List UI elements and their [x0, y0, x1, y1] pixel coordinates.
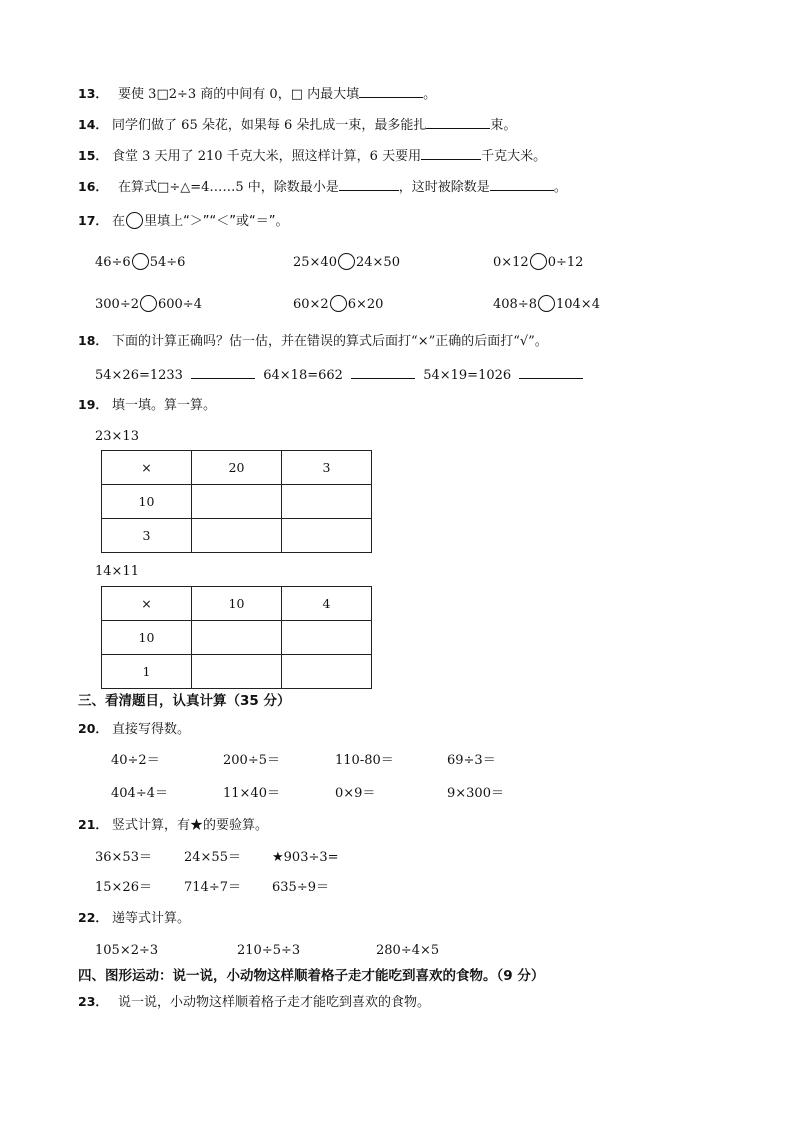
question-18 [78, 332, 548, 351]
question-text-end: 里填上“＞”“＜”或“＝”。 [144, 214, 289, 229]
answer-cell[interactable] [282, 621, 372, 655]
compare-circle[interactable] [330, 295, 347, 312]
compare-item: 25×40 24×50 [293, 255, 400, 270]
question-number: 17． [78, 213, 108, 228]
section-title: 四、图形运动：说一说，小动物这样顺着格子走才能吃到喜欢的食物。（9 分） [78, 968, 545, 984]
mental-item: 69÷3＝ [447, 753, 496, 768]
question-text: 直接写得数。 [112, 722, 191, 737]
answer-blank[interactable] [519, 364, 583, 379]
question-text: 说一说，小动物这样顺着格子走才能吃到喜欢的食物。 [118, 995, 431, 1010]
row-header: 10 [102, 485, 192, 519]
table-header: 10 [192, 587, 282, 621]
question-15 [78, 145, 546, 166]
compare-circle[interactable] [538, 295, 555, 312]
answer-blank[interactable] [359, 83, 423, 98]
vertical-calc-item: 24×55＝ [184, 850, 241, 865]
answer-cell[interactable] [192, 519, 282, 553]
row-header: 3 [102, 519, 192, 553]
question-text: 在算式□÷△=4……5 中，除数最小是 [118, 180, 339, 195]
compare-item: 60×2 6×20 [293, 297, 384, 312]
question-14 [78, 114, 516, 135]
question-text-end: 束。 [490, 118, 517, 133]
table-label: 23×13 [95, 429, 139, 444]
step-calc-item: 210÷5÷3 [237, 943, 301, 958]
question-text: 填一填。算一算。 [112, 398, 217, 413]
mental-item: 200÷5＝ [223, 753, 280, 768]
question-text-end: 。 [553, 180, 567, 195]
row-header: 10 [102, 621, 192, 655]
mental-item: 0×9＝ [335, 786, 376, 801]
vertical-calc-item: 714÷7＝ [184, 880, 241, 895]
step-calc-item: 105×2÷3 [95, 943, 159, 958]
question-number: 16． [78, 179, 108, 194]
question-number: 23． [78, 994, 108, 1009]
compare-item: 0×12 0÷12 [493, 255, 584, 270]
answer-cell[interactable] [282, 655, 372, 689]
question-17 [78, 212, 288, 231]
answer-cell[interactable] [192, 655, 282, 689]
compare-item: 408÷8 104×4 [493, 297, 600, 312]
answer-cell[interactable] [192, 621, 282, 655]
answer-blank[interactable] [421, 145, 481, 160]
question-20 [78, 720, 190, 739]
mental-item: 40÷2＝ [111, 753, 160, 768]
mental-item: 9×300＝ [447, 786, 504, 801]
vertical-calc-item: 36×53＝ [95, 850, 152, 865]
answer-cell[interactable] [282, 485, 372, 519]
question-23 [78, 993, 430, 1012]
question-text: 食堂 3 天用了 210 千克大米，照这样计算，6 天要用 [112, 149, 422, 164]
question-number: 15． [78, 148, 108, 163]
row-header: 1 [102, 655, 192, 689]
question-text: 递等式计算。 [112, 911, 191, 926]
mental-item: 11×40＝ [223, 786, 280, 801]
multiplication-table-1 [101, 450, 372, 553]
compare-circle[interactable] [338, 253, 355, 270]
question-number: 22． [78, 910, 108, 925]
mental-item: 404÷4＝ [111, 786, 168, 801]
question-number: 21． [78, 817, 108, 832]
question-number: 20． [78, 721, 108, 736]
question-number: 19． [78, 397, 108, 412]
answer-cell[interactable] [192, 485, 282, 519]
question-text: 要使 3□2÷3 商的中间有 0，□ 内最大填 [118, 87, 360, 102]
answer-blank[interactable] [426, 114, 490, 129]
table-header: × [102, 587, 192, 621]
question-number: 13． [78, 86, 108, 101]
table-header: 4 [282, 587, 372, 621]
compare-item: 46÷6 54÷6 [95, 255, 186, 270]
vertical-calc-item: 15×26＝ [95, 880, 152, 895]
question-19 [78, 396, 216, 415]
answer-cell[interactable] [282, 519, 372, 553]
question-text: 在 [112, 214, 126, 229]
question-text-end: 千克大米。 [481, 149, 547, 164]
question-text: 竖式计算，有★的要验算。 [112, 818, 269, 833]
compare-circle[interactable] [140, 295, 157, 312]
check-items: 54×26=1233 64×18=662 54×19=1026 [95, 364, 583, 385]
multiplication-table-2 [101, 586, 372, 689]
circle-icon [126, 212, 143, 229]
vertical-calc-item: 635÷9＝ [272, 880, 329, 895]
section-title: 三、看清题目，认真计算（35 分） [78, 693, 291, 709]
vertical-calc-item: ★903÷3= [272, 850, 339, 865]
question-21 [78, 816, 268, 835]
answer-blank-divisor[interactable] [339, 176, 399, 191]
answer-blank-dividend[interactable] [490, 176, 554, 191]
question-text: 同学们做了 65 朵花，如果每 6 朵扎成一束，最多能扎 [112, 118, 427, 133]
answer-blank[interactable] [191, 364, 255, 379]
question-text-end: 。 [423, 87, 437, 102]
step-calc-item: 280÷4×5 [376, 943, 440, 958]
question-number: 14． [78, 117, 108, 132]
compare-circle[interactable] [132, 253, 149, 270]
table-header: × [102, 451, 192, 485]
compare-item: 300÷2 600÷4 [95, 297, 202, 312]
table-header: 3 [282, 451, 372, 485]
question-number: 18． [78, 333, 108, 348]
question-text-mid: ，这时被除数是 [398, 180, 490, 195]
table-header: 20 [192, 451, 282, 485]
question-16 [78, 176, 567, 197]
question-13 [78, 83, 436, 104]
question-22 [78, 909, 190, 928]
question-text: 下面的计算正确吗？估一估，并在错误的算式后面打“×”正确的后面打“√”。 [112, 334, 548, 349]
answer-blank[interactable] [351, 364, 415, 379]
compare-circle[interactable] [530, 253, 547, 270]
mental-item: 110-80＝ [335, 753, 394, 768]
table-label: 14×11 [95, 564, 139, 579]
